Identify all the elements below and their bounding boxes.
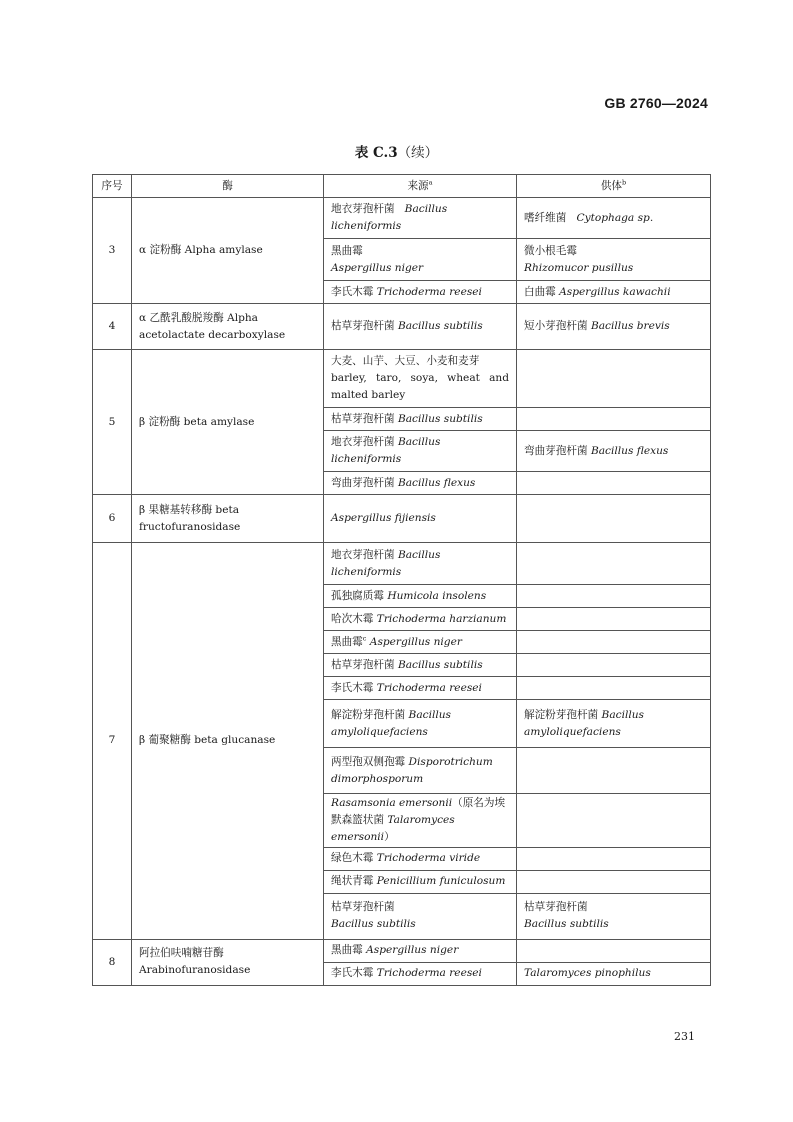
source-cell <box>324 654 517 677</box>
source-cn: 孤独腐质霉 <box>331 589 384 602</box>
index-cell: 3 <box>93 198 132 304</box>
index-cell: 4 <box>93 304 132 350</box>
source-cn: 黑曲霉 <box>331 635 363 648</box>
footnote-mark-c: c <box>362 634 367 642</box>
source-cn: 绳状青霉 <box>331 875 374 888</box>
donor-cell <box>517 748 711 794</box>
source-cn: 黑曲霉 <box>331 244 363 257</box>
enzyme-source-table <box>92 174 711 986</box>
donor-cell <box>517 350 711 408</box>
donor-cell <box>517 962 711 985</box>
source-cn: 枯草芽孢杆菌 <box>331 320 395 333</box>
source-cell <box>324 748 517 794</box>
donor-cell <box>517 893 711 939</box>
donor-cell <box>517 608 711 631</box>
source-cell <box>324 631 517 654</box>
enzyme-cell: β 淀粉酶 beta amylase <box>132 350 324 495</box>
table-title-continued: （续） <box>397 145 439 161</box>
donor-cell <box>517 543 711 585</box>
donor-cell <box>517 654 711 677</box>
page-number: 231 <box>674 1030 695 1043</box>
source-cell <box>324 939 517 962</box>
source-sci: Humicola insolens <box>387 589 487 602</box>
donor-cell <box>517 495 711 543</box>
source-note-close: ） <box>384 830 395 843</box>
source-cell <box>324 431 517 472</box>
table-title <box>0 141 793 161</box>
source-cell <box>324 495 517 543</box>
source-en: barley, taro, soya, wheat and malted barley <box>331 372 509 401</box>
source-cell <box>324 543 517 585</box>
source-cn: 枯草芽孢杆菌 <box>331 658 395 671</box>
source-cn: 解淀粉芽孢杆菌 <box>331 708 406 721</box>
donor-cell <box>517 198 711 239</box>
source-cell <box>324 700 517 748</box>
source-sci: Bacillus subtilis <box>397 658 483 671</box>
column-header-donor <box>517 175 711 198</box>
source-sci: Aspergillus niger <box>369 635 462 648</box>
source-sci: Bacillus flexus <box>397 476 476 489</box>
source-sci: Rasamsonia emersonii <box>331 797 453 809</box>
source-cn: 黑曲霉 <box>331 944 363 957</box>
donor-cell <box>517 585 711 608</box>
source-note: （原名为埃默森篮状菌 <box>331 797 506 826</box>
index-cell: 5 <box>93 350 132 495</box>
table-title-label: 表 C.3 <box>354 145 398 161</box>
donor-cn: 短小芽孢杆菌 <box>524 320 588 333</box>
source-cell <box>324 962 517 985</box>
column-header-donor-label: 供体 <box>600 179 622 192</box>
source-cn: 地衣芽孢杆菌 <box>331 548 395 561</box>
source-cn: 枯草芽孢杆菌 <box>331 901 395 914</box>
table-row <box>93 543 711 585</box>
source-cn: 李氏木霉 <box>331 967 374 980</box>
column-header-enzyme: 酶 <box>132 175 324 198</box>
table-row <box>93 198 711 239</box>
source-sci: Bacillus subtilis <box>397 320 483 333</box>
source-cn: 两型孢双侧孢霉 <box>331 755 406 768</box>
enzyme-cell: β 果糖基转移酶 beta fructofuranosidase <box>132 495 324 543</box>
source-sci: Aspergillus niger <box>366 944 459 957</box>
donor-cell <box>517 794 711 848</box>
source-sci: Bacillus licheniformis <box>331 203 448 232</box>
donor-cell <box>517 239 711 281</box>
index-cell: 8 <box>93 939 132 985</box>
source-cell <box>324 794 517 848</box>
column-header-source-label: 来源 <box>407 179 429 192</box>
source-sci: Bacillus amyloliquefaciens <box>331 708 451 738</box>
source-former-sci: Talaromyces emersonii <box>331 813 455 843</box>
donor-cell <box>517 700 711 748</box>
source-cell <box>324 585 517 608</box>
source-cn: 枯草芽孢杆菌 <box>331 412 395 425</box>
source-cell <box>324 408 517 431</box>
source-sci: Bacillus subtilis <box>331 918 416 931</box>
table-row <box>93 304 711 350</box>
column-header-index: 序号 <box>93 175 132 198</box>
source-sci: Disporotrichum dimorphosporum <box>331 755 493 785</box>
enzyme-cell: α 乙酰乳酸脱羧酶 Alpha acetolactate decarboxylase <box>132 304 324 350</box>
source-sci: Bacillus licheniformis <box>331 548 441 578</box>
source-cell <box>324 870 517 893</box>
donor-sci: Cytophaga sp. <box>576 211 654 224</box>
source-cell <box>324 893 517 939</box>
source-sci: Trichoderma reesei <box>376 967 482 980</box>
source-cn: 地衣芽孢杆菌 <box>331 436 395 449</box>
source-cell <box>324 608 517 631</box>
source-sci: Penicillium funiculosum <box>376 875 506 888</box>
standard-code: GB 2760—2024 <box>604 95 708 111</box>
donor-sci: Aspergillus kawachii <box>559 285 671 298</box>
index-cell: 7 <box>93 543 132 940</box>
donor-cell <box>517 281 711 304</box>
source-cn: 李氏木霉 <box>331 681 374 694</box>
source-cn: 弯曲芽孢杆菌 <box>331 476 395 489</box>
donor-cn: 枯草芽孢杆菌 <box>524 901 588 914</box>
source-sci: Trichoderma reesei <box>376 285 482 298</box>
enzyme-cell: α 淀粉酶 Alpha amylase <box>132 198 324 304</box>
source-sci: Aspergillus fijiensis <box>331 512 436 525</box>
donor-cell <box>517 870 711 893</box>
donor-sci: Talaromyces pinophilus <box>524 967 651 980</box>
table-row <box>93 939 711 962</box>
donor-cn: 弯曲芽孢杆菌 <box>524 444 588 457</box>
donor-cell <box>517 472 711 495</box>
source-cn: 李氏木霉 <box>331 285 374 298</box>
donor-cell <box>517 431 711 472</box>
source-cell <box>324 239 517 281</box>
donor-cell <box>517 939 711 962</box>
donor-cell <box>517 408 711 431</box>
table-row <box>93 350 711 408</box>
table-row <box>93 495 711 543</box>
source-cn: 哈次木霉 <box>331 612 374 625</box>
source-sci: Bacillus subtilis <box>397 412 483 425</box>
donor-cell <box>517 304 711 350</box>
enzyme-cell: β 葡聚糖酶 beta glucanase <box>132 543 324 940</box>
enzyme-cell: 阿拉伯呋喃糖苷酶 Arabinofuranosidase <box>132 939 324 985</box>
donor-cell <box>517 631 711 654</box>
index-cell: 6 <box>93 495 132 543</box>
donor-cn: 微小根毛霉 <box>524 244 577 257</box>
source-cell <box>324 847 517 870</box>
source-sci: Trichoderma reesei <box>376 681 482 694</box>
donor-sci: Bacillus flexus <box>590 444 669 457</box>
source-cell <box>324 198 517 239</box>
donor-cn: 嗜纤维菌 <box>524 211 567 224</box>
donor-cell <box>517 677 711 700</box>
donor-sci: Bacillus brevis <box>590 320 670 333</box>
table-header-row <box>93 175 711 198</box>
source-sci: Trichoderma viride <box>376 852 481 865</box>
donor-cn: 解淀粉芽孢杆菌 <box>524 708 599 721</box>
donor-sci: Bacillus amyloliquefaciens <box>524 708 644 738</box>
source-cn: 绿色木霉 <box>331 852 374 865</box>
source-cn: 地衣芽孢杆菌 <box>331 203 395 216</box>
source-cell <box>324 350 517 408</box>
column-header-source <box>324 175 517 198</box>
source-sci: Trichoderma harzianum <box>376 612 507 625</box>
donor-cell <box>517 847 711 870</box>
source-sci: Bacillus licheniformis <box>331 436 441 465</box>
donor-cn: 白曲霉 <box>524 285 556 298</box>
donor-sci: Bacillus subtilis <box>524 918 609 931</box>
footnote-mark-a: a <box>428 178 433 186</box>
source-cell <box>324 304 517 350</box>
source-sci: Aspergillus niger <box>331 261 424 274</box>
donor-sci: Rhizomucor pusillus <box>524 261 634 274</box>
source-cell <box>324 677 517 700</box>
source-cell <box>324 281 517 304</box>
footnote-mark-b: b <box>622 178 627 186</box>
source-cn: 大麦、山芋、大豆、小麦和麦芽 <box>331 355 480 368</box>
source-cell <box>324 472 517 495</box>
